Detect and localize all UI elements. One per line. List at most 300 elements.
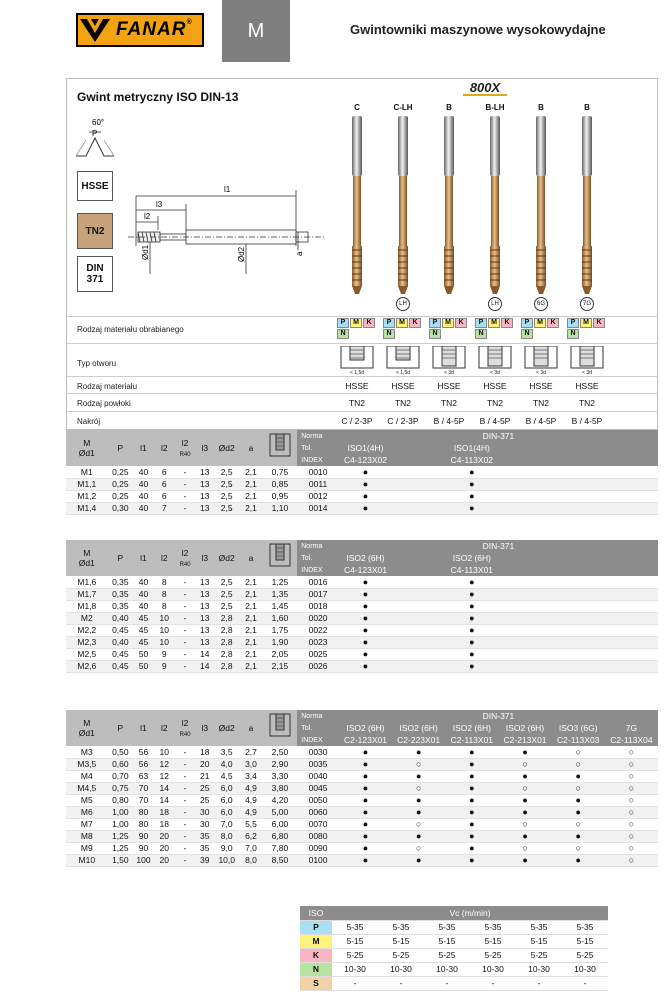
col-l1: l1 [133, 430, 154, 466]
cell-d2: 2,5 [214, 588, 239, 600]
tool-coating: TN2 [394, 398, 412, 408]
vc-value: 5-15 [332, 934, 378, 948]
cell-l1: 40 [133, 502, 154, 514]
cell-drill: 5,00 [263, 806, 298, 818]
index-cell: C2-113X03 [552, 734, 605, 746]
vc-value: 5-25 [516, 948, 562, 962]
cell-l3: 13 [196, 600, 215, 612]
cell-m: M9 [66, 842, 108, 854]
vc-value: 5-35 [516, 920, 562, 934]
cell-d2: 2,5 [214, 466, 239, 478]
cell-drill: 3,80 [263, 782, 298, 794]
cell-a: 2,7 [239, 746, 262, 758]
dim-l3: l3 [156, 200, 163, 209]
cell-drill: 1,75 [263, 624, 298, 636]
availability-mark [605, 478, 658, 490]
cell-l1: 45 [133, 636, 154, 648]
cell-d2: 6,0 [214, 782, 239, 794]
vc-value: 10-30 [332, 962, 378, 976]
material-cell-M: M [580, 318, 592, 328]
col-l2: l2 [154, 710, 175, 746]
vc-value: 5-35 [332, 920, 378, 934]
tap-type-label: B [446, 103, 452, 112]
cell-r40: - [175, 758, 196, 770]
cell-l3: 25 [196, 794, 215, 806]
material-grid [521, 318, 561, 339]
cell-a: 3,0 [239, 758, 262, 770]
cell-r40: - [175, 782, 196, 794]
availability-mark [605, 600, 658, 612]
table-row [66, 478, 658, 490]
cell-l2: 10 [154, 746, 175, 758]
availability-mark: ● [339, 746, 392, 758]
cell-l3: 13 [196, 502, 215, 514]
hole-depth-label: < 3d [536, 370, 546, 376]
cell-l2: 10 [154, 636, 175, 648]
tap-badge: LH [396, 297, 410, 311]
cell-d2: 2,8 [214, 660, 239, 672]
cell-l2: 6 [154, 466, 175, 478]
cell-r40: - [175, 478, 196, 490]
col-a: a [239, 430, 262, 466]
availability-mark [605, 624, 658, 636]
row-label-rmat: Rodzaj materiału [77, 382, 138, 391]
tap-type-label: B-LH [485, 103, 505, 112]
index-cell [498, 454, 551, 466]
availability-mark: ● [445, 624, 498, 636]
availability-mark [552, 502, 605, 514]
material-grid [475, 318, 515, 339]
availability-mark: ○ [605, 746, 658, 758]
index-cell: C2-213X01 [498, 734, 551, 746]
col-m: M Ød1 [66, 540, 108, 576]
vc-iso-cell: S [300, 976, 332, 990]
availability-mark: ● [445, 782, 498, 794]
cell-m: M1,1 [66, 478, 108, 490]
cell-l2: 12 [154, 770, 175, 782]
cell-m: M1,7 [66, 588, 108, 600]
cell-p: 0,45 [108, 648, 133, 660]
cell-l3: 30 [196, 806, 215, 818]
cell-code: 0023 [297, 636, 339, 648]
cell-code: 0045 [297, 782, 339, 794]
tool-chamfer: B / 4-5P [433, 416, 465, 426]
cell-a: 2,1 [239, 588, 262, 600]
availability-mark: ● [392, 746, 445, 758]
cell-drill: 6,80 [263, 830, 298, 842]
vc-header: Vc (m/min) [332, 906, 608, 920]
cell-drill: 2,90 [263, 758, 298, 770]
cell-d2: 8,0 [214, 830, 239, 842]
cell-l1: 63 [133, 770, 154, 782]
material-cell-K: K [455, 318, 467, 328]
availability-mark: ● [339, 612, 392, 624]
col-m: M Ød1 [66, 710, 108, 746]
availability-mark: ○ [552, 758, 605, 770]
tool-chamfer: C / 2-3P [341, 416, 373, 426]
cell-m: M5 [66, 794, 108, 806]
tolerance-cell: 7G [605, 722, 658, 734]
vc-value: 5-35 [424, 920, 470, 934]
tolerance-cell: ISO1(4H) [339, 442, 392, 454]
index-cell: C2-123X01 [339, 734, 392, 746]
tolerance-cell [552, 552, 605, 564]
availability-mark: ● [445, 746, 498, 758]
cell-l2: 12 [154, 758, 175, 770]
vc-row [300, 976, 608, 990]
cell-l1: 56 [133, 758, 154, 770]
cell-a: 4,9 [239, 782, 262, 794]
vc-value: 5-15 [424, 934, 470, 948]
vc-value: - [562, 976, 608, 990]
cell-l2: 8 [154, 576, 175, 588]
hole-depth-label: < 1,5d [395, 370, 411, 376]
cell-m: M2,5 [66, 648, 108, 660]
col-p: P [108, 540, 133, 576]
material-grid [337, 318, 377, 339]
availability-mark: ○ [392, 842, 445, 854]
norm-box-line2: 371 [86, 274, 104, 285]
material-cell-M: M [442, 318, 454, 328]
table-row [66, 854, 658, 866]
availability-mark [392, 490, 445, 502]
vc-row [300, 948, 608, 962]
availability-mark [392, 600, 445, 612]
cell-d2: 2,5 [214, 478, 239, 490]
vc-value: 5-25 [470, 948, 516, 962]
norma-label: Norma [297, 710, 339, 722]
cell-l3: 35 [196, 842, 215, 854]
vc-value: 10-30 [378, 962, 424, 976]
cell-l2: 6 [154, 490, 175, 502]
cell-drill: 7,80 [263, 842, 298, 854]
availability-mark [498, 466, 551, 478]
cell-m: M1,8 [66, 600, 108, 612]
availability-mark: ○ [552, 818, 605, 830]
table-row [66, 770, 658, 782]
availability-mark: ● [392, 830, 445, 842]
availability-mark: ● [339, 818, 392, 830]
cell-p: 0,70 [108, 770, 133, 782]
tool-material: HSSE [437, 381, 461, 391]
cell-l1: 40 [133, 600, 154, 612]
cell-l1: 80 [133, 806, 154, 818]
cell-p: 0,25 [108, 478, 133, 490]
vc-value: 5-15 [378, 934, 424, 948]
availability-mark: ● [339, 624, 392, 636]
norm-box [77, 256, 113, 292]
tool-chamfer: C / 2-3P [387, 416, 419, 426]
availability-mark: ● [339, 588, 392, 600]
cell-p: 0,40 [108, 612, 133, 624]
cell-a: 2,1 [239, 600, 262, 612]
norm-value: DIN-371 [339, 430, 658, 442]
table-row [66, 660, 658, 672]
availability-mark: ○ [605, 806, 658, 818]
availability-mark: ● [498, 830, 551, 842]
cell-a: 2,1 [239, 624, 262, 636]
vc-value: - [424, 976, 470, 990]
availability-mark [498, 660, 551, 672]
logo-text: FANAR® [116, 19, 193, 40]
availability-mark: ● [339, 770, 392, 782]
cell-m: M6 [66, 806, 108, 818]
availability-mark: ○ [605, 794, 658, 806]
index-cell: C4-113X01 [445, 564, 498, 576]
tool-chamfer: B / 4-5P [525, 416, 557, 426]
hole-depth-label: < 1,5d [349, 370, 365, 376]
cell-code: 0020 [297, 612, 339, 624]
availability-mark: ○ [392, 818, 445, 830]
tool-material: HSSE [575, 381, 599, 391]
material-cell-P: P [567, 318, 579, 328]
table-row [66, 588, 658, 600]
availability-mark: ● [339, 636, 392, 648]
material-cell-P: P [383, 318, 395, 328]
material-cell-N: N [337, 329, 349, 339]
col-l2-r40: l2 R40 [175, 710, 196, 746]
material-cell-K: K [593, 318, 605, 328]
index-cell: C2-113X04 [605, 734, 658, 746]
page-header [0, 0, 669, 62]
tolerance-cell: ISO2 (6H) [339, 552, 392, 564]
cell-d2: 2,8 [214, 624, 239, 636]
material-cell-M: M [534, 318, 546, 328]
tap-image-icon [577, 116, 597, 296]
cell-l3: 13 [196, 466, 215, 478]
table-row [66, 782, 658, 794]
cell-drill: 0,85 [263, 478, 298, 490]
availability-mark: ● [339, 758, 392, 770]
tolerance-cell [552, 442, 605, 454]
cell-l1: 70 [133, 782, 154, 794]
availability-mark [605, 490, 658, 502]
vc-iso-cell: P [300, 920, 332, 934]
table-row [66, 842, 658, 854]
col-l2-r40: l2 R40 [175, 540, 196, 576]
cell-d2: 2,8 [214, 612, 239, 624]
cell-r40: - [175, 502, 196, 514]
norm-value: DIN-371 [339, 540, 658, 552]
cell-a: 7,0 [239, 842, 262, 854]
table-row [66, 612, 658, 624]
cell-l3: 14 [196, 648, 215, 660]
tool-coating: TN2 [532, 398, 550, 408]
cell-l1: 70 [133, 794, 154, 806]
cell-l2: 7 [154, 502, 175, 514]
availability-mark: ○ [605, 854, 658, 866]
cell-code: 0100 [297, 854, 339, 866]
availability-mark: ● [552, 830, 605, 842]
availability-mark: ○ [605, 758, 658, 770]
cell-l2: 9 [154, 660, 175, 672]
index-cell: C4-113X02 [445, 454, 498, 466]
table-row [66, 466, 658, 478]
cell-a: 2,1 [239, 466, 262, 478]
tap-image-icon [531, 116, 551, 296]
availability-mark: ● [445, 490, 498, 502]
availability-mark: ● [392, 794, 445, 806]
index-label: INDEX [297, 454, 339, 466]
cell-drill: 4,20 [263, 794, 298, 806]
cell-p: 0,35 [108, 600, 133, 612]
vc-value: 5-15 [562, 934, 608, 948]
cell-code: 0040 [297, 770, 339, 782]
cell-l3: 20 [196, 758, 215, 770]
cell-p: 1,00 [108, 806, 133, 818]
cell-l2: 10 [154, 612, 175, 624]
cell-d2: 2,8 [214, 648, 239, 660]
cell-code: 0090 [297, 842, 339, 854]
availability-mark [552, 466, 605, 478]
table-row [66, 600, 658, 612]
availability-mark [498, 612, 551, 624]
cell-l1: 50 [133, 648, 154, 660]
table-row [66, 806, 658, 818]
drill-icon [263, 710, 298, 746]
availability-mark [392, 648, 445, 660]
cell-l2: 20 [154, 830, 175, 842]
availability-mark [498, 648, 551, 660]
cell-p: 0,60 [108, 758, 133, 770]
hole-depth-label: < 3d [582, 370, 592, 376]
cell-l1: 40 [133, 576, 154, 588]
cell-m: M1,6 [66, 576, 108, 588]
cell-a: 3,4 [239, 770, 262, 782]
material-cell-K: K [409, 318, 421, 328]
material-cell-N: N [567, 329, 579, 339]
availability-mark [605, 576, 658, 588]
cell-r40: - [175, 466, 196, 478]
index-cell [392, 454, 445, 466]
vc-value: 5-35 [378, 920, 424, 934]
col-p: P [108, 430, 133, 466]
cell-m: M3 [66, 746, 108, 758]
cell-a: 2,1 [239, 636, 262, 648]
vc-value: 10-30 [470, 962, 516, 976]
availability-mark: ● [445, 466, 498, 478]
cell-p: 0,80 [108, 794, 133, 806]
cell-a: 4,9 [239, 794, 262, 806]
index-cell [552, 564, 605, 576]
index-cell [552, 454, 605, 466]
material-cell-P: P [429, 318, 441, 328]
table-row [66, 794, 658, 806]
cell-a: 2,1 [239, 490, 262, 502]
tap-image-icon [347, 116, 367, 296]
availability-mark: ● [445, 770, 498, 782]
material-cell-N: N [521, 329, 533, 339]
cell-l3: 13 [196, 612, 215, 624]
cell-l1: 45 [133, 612, 154, 624]
cell-m: M4 [66, 770, 108, 782]
cell-drill: 1,35 [263, 588, 298, 600]
tap-badge: 7G [580, 297, 594, 311]
spec-block [0, 78, 669, 430]
cell-l3: 21 [196, 770, 215, 782]
vc-value: - [378, 976, 424, 990]
cell-code: 0070 [297, 818, 339, 830]
col-l2: l2 [154, 430, 175, 466]
availability-mark: ● [498, 746, 551, 758]
cell-l1: 40 [133, 478, 154, 490]
cell-drill: 3,30 [263, 770, 298, 782]
tolerance-cell: ISO2 (6H) [392, 722, 445, 734]
cell-a: 8,0 [239, 854, 262, 866]
cell-a: 2,1 [239, 576, 262, 588]
material-cell-P: P [337, 318, 349, 328]
cell-code: 0025 [297, 648, 339, 660]
cell-l2: 18 [154, 806, 175, 818]
cell-a: 2,1 [239, 612, 262, 624]
cutting-speed-table [300, 906, 608, 991]
material-cell-N: N [429, 329, 441, 339]
availability-mark: ● [339, 490, 392, 502]
cell-d2: 2,8 [214, 636, 239, 648]
tolerance-cell [392, 442, 445, 454]
hole-depth-label: < 3d [490, 370, 500, 376]
table-row [66, 830, 658, 842]
availability-mark: ● [339, 576, 392, 588]
availability-mark: ● [445, 600, 498, 612]
cell-a: 2,1 [239, 502, 262, 514]
cell-d2: 4,0 [214, 758, 239, 770]
availability-mark: ● [498, 806, 551, 818]
page-title: Gwintowniki maszynowe wysokowydajne [350, 22, 606, 37]
cell-l3: 13 [196, 490, 215, 502]
cell-r40: - [175, 660, 196, 672]
cell-l3: 13 [196, 588, 215, 600]
cell-m: M2,3 [66, 636, 108, 648]
vc-value: 5-35 [562, 920, 608, 934]
availability-mark [552, 636, 605, 648]
availability-mark [498, 478, 551, 490]
fanar-logo-mark-icon [78, 15, 112, 45]
drill-icon [263, 540, 298, 576]
cell-d2: 10,0 [214, 854, 239, 866]
cell-l1: 90 [133, 830, 154, 842]
cell-m: M1,4 [66, 502, 108, 514]
norma-label: Norma [297, 430, 339, 442]
cell-r40: - [175, 490, 196, 502]
material-cell-K: K [363, 318, 375, 328]
cell-l2: 10 [154, 624, 175, 636]
cell-p: 1,25 [108, 830, 133, 842]
index-label: INDEX [297, 564, 339, 576]
cell-d2: 2,5 [214, 600, 239, 612]
cell-a: 2,1 [239, 478, 262, 490]
cell-a: 2,1 [239, 648, 262, 660]
availability-mark: ○ [552, 842, 605, 854]
cell-m: M1,2 [66, 490, 108, 502]
col-a: a [239, 710, 262, 746]
cell-l3: 13 [196, 624, 215, 636]
tap-badge: 6G [534, 297, 548, 311]
availability-mark [498, 600, 551, 612]
col-d2: Ød2 [214, 710, 239, 746]
cell-r40: - [175, 636, 196, 648]
vc-value: 10-30 [562, 962, 608, 976]
cell-p: 0,30 [108, 502, 133, 514]
cell-r40: - [175, 588, 196, 600]
cell-code: 0030 [297, 746, 339, 758]
tolerance-cell: ISO3 (6G) [552, 722, 605, 734]
cell-l3: 39 [196, 854, 215, 866]
col-l3: l3 [196, 540, 215, 576]
availability-mark [392, 612, 445, 624]
cell-m: M7 [66, 818, 108, 830]
cell-l2: 14 [154, 794, 175, 806]
